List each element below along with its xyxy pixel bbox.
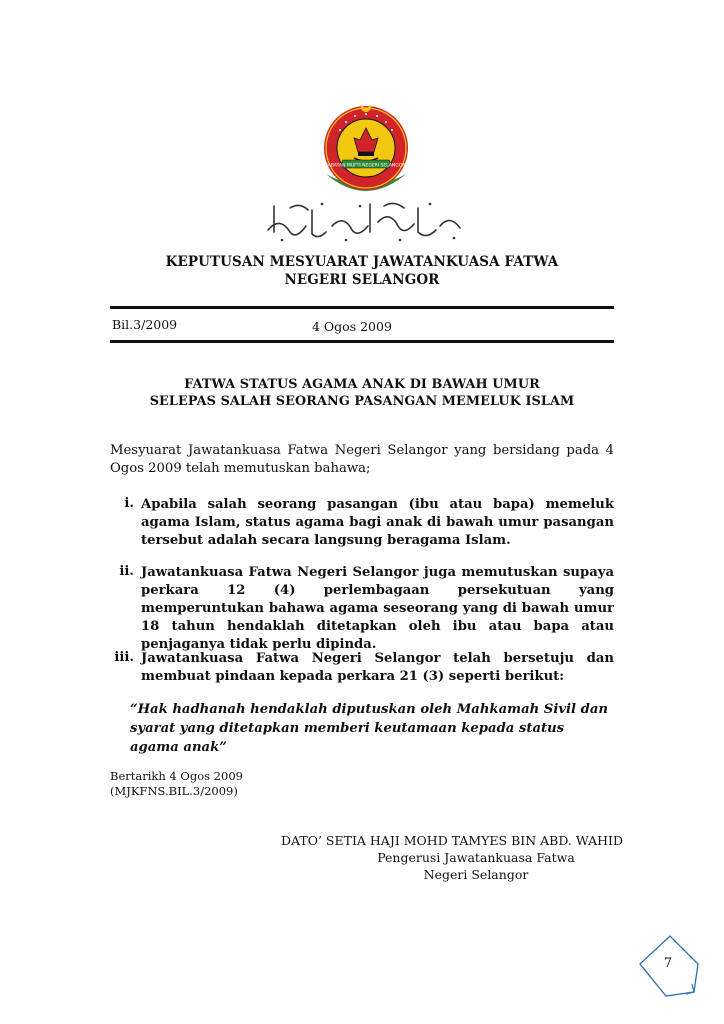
decision-text: Jawatankuasa Fatwa Negeri Selangor juga memutuskan supaya perkara 12 (4) perlembagaan persekutuan yang memperuntukan bahawa agama seseorang yang di bawah umur 18 tahun hendaklah ditetapkan oleh ibu atau bapa atau penjaganya tidak perlu dipinda. xyxy=(141,565,614,652)
signatory-state: Negeri Selangor xyxy=(423,867,529,882)
reference-date: 4 Ogos 2009 xyxy=(312,319,392,334)
document-title-line1: KEPUTUSAN MESYUARAT JAWATANKUASA FATWA xyxy=(165,254,559,270)
reference-code: (MJKFNS.BIL.3/2009) xyxy=(110,784,238,798)
intro-paragraph: Mesyuarat Jawatankuasa Fatwa Negeri Selangor yang bersidang pada 4 Ogos 2009 telah memutuskan bahawa; xyxy=(110,443,614,476)
decision-number: i. xyxy=(124,496,134,511)
decision-text: Apabila salah seorang pasangan (ibu atau bapa) memeluk agama Islam, status agama bagi anak di bawah umur pasangan tersebut adalah secara langsung beragama Islam. xyxy=(141,497,614,548)
reference-top-rule xyxy=(110,306,614,309)
amendment-quote: “Hak hadhanah hendaklah diputuskan oleh Mahkamah Sivil dan syarat yang ditetapkan memberi keutamaan kepada status agama anak” xyxy=(130,702,608,755)
page-number: 7 xyxy=(663,956,673,971)
fatwa-title-line1: FATWA STATUS AGAMA ANAK DI BAWAH UMUR xyxy=(184,377,540,392)
jabatan-mufti-selangor-emblem xyxy=(320,100,412,200)
document-title-line2: NEGERI SELANGOR xyxy=(284,272,440,288)
decision-text: Jawatankuasa Fatwa Negeri Selangor telah bersetuju dan membuat pindaan kepada perkara 21 (3) seperti berikut: xyxy=(141,651,614,684)
dated-line: Bertarikh 4 Ogos 2009 xyxy=(110,769,243,783)
jawi-calligraphy-icon xyxy=(260,196,468,244)
reference-bottom-rule xyxy=(110,340,614,343)
decision-number: ii. xyxy=(119,564,134,579)
fatwa-title-line2: SELEPAS SALAH SEORANG PASANGAN MEMELUK ISLAM xyxy=(149,394,575,409)
signatory-name: DATO’ SETIA HAJI MOHD TAMYES BIN ABD. WAHID xyxy=(281,833,623,848)
signatory-position: Pengerusi Jawatankuasa Fatwa xyxy=(377,850,575,865)
reference-bil: Bil.3/2009 xyxy=(112,317,178,332)
logo-ring-text: JABATAN MUFTI NEGERI SELANGOR xyxy=(326,163,406,169)
decision-number: iii. xyxy=(114,650,134,665)
